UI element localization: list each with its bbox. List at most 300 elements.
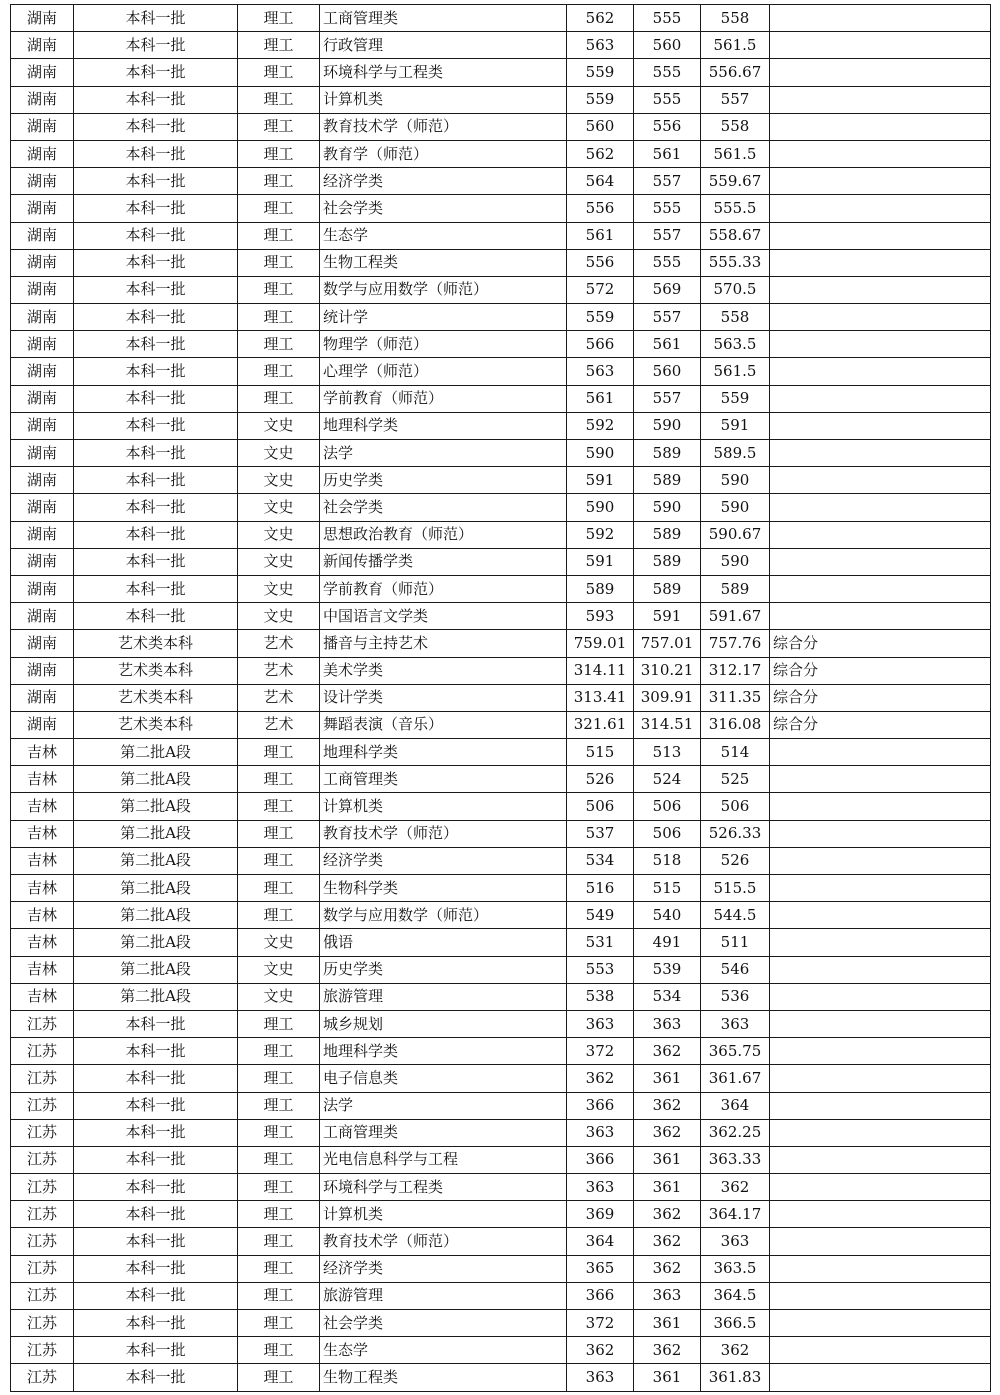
min-score-cell: 491 bbox=[634, 929, 701, 956]
table-row bbox=[11, 793, 991, 820]
province-cell: 湖南 bbox=[11, 222, 74, 249]
category-cell: 艺术 bbox=[238, 630, 320, 657]
table-row bbox=[11, 657, 991, 684]
batch-cell: 本科一批 bbox=[74, 521, 238, 548]
table-row bbox=[11, 331, 991, 358]
note-cell bbox=[770, 983, 991, 1010]
batch-cell: 本科一批 bbox=[74, 1255, 238, 1282]
major-cell: 播音与主持艺术 bbox=[320, 630, 567, 657]
avg-score-cell: 591.67 bbox=[701, 603, 770, 630]
table-row bbox=[11, 575, 991, 602]
min-score-cell: 555 bbox=[634, 195, 701, 222]
table-row bbox=[11, 1337, 991, 1364]
min-score-cell: 362 bbox=[634, 1119, 701, 1146]
max-score-cell: 562 bbox=[567, 140, 634, 167]
province-cell: 湖南 bbox=[11, 440, 74, 467]
note-cell: 综合分 bbox=[770, 657, 991, 684]
avg-score-cell: 362.25 bbox=[701, 1119, 770, 1146]
min-score-cell: 361 bbox=[634, 1310, 701, 1337]
major-cell: 历史学类 bbox=[320, 467, 567, 494]
table-row bbox=[11, 412, 991, 439]
table-row bbox=[11, 684, 991, 711]
category-cell: 理工 bbox=[238, 847, 320, 874]
table-row bbox=[11, 86, 991, 113]
province-cell: 湖南 bbox=[11, 521, 74, 548]
major-cell: 环境科学与工程类 bbox=[320, 59, 567, 86]
min-score-cell: 362 bbox=[634, 1092, 701, 1119]
table-row bbox=[11, 1310, 991, 1337]
min-score-cell: 557 bbox=[634, 222, 701, 249]
max-score-cell: 564 bbox=[567, 168, 634, 195]
note-cell bbox=[770, 1282, 991, 1309]
table-row bbox=[11, 548, 991, 575]
major-cell: 经济学类 bbox=[320, 168, 567, 195]
note-cell bbox=[770, 1092, 991, 1119]
batch-cell: 本科一批 bbox=[74, 249, 238, 276]
major-cell: 物理学（师范） bbox=[320, 331, 567, 358]
major-cell: 环境科学与工程类 bbox=[320, 1174, 567, 1201]
table-row bbox=[11, 711, 991, 738]
avg-score-cell: 561.5 bbox=[701, 32, 770, 59]
category-cell: 理工 bbox=[238, 385, 320, 412]
province-cell: 江苏 bbox=[11, 1282, 74, 1309]
major-cell: 生态学 bbox=[320, 1337, 567, 1364]
table-row bbox=[11, 113, 991, 140]
batch-cell: 本科一批 bbox=[74, 1364, 238, 1391]
max-score-cell: 314.11 bbox=[567, 657, 634, 684]
max-score-cell: 365 bbox=[567, 1255, 634, 1282]
table-row bbox=[11, 1201, 991, 1228]
note-cell bbox=[770, 412, 991, 439]
batch-cell: 本科一批 bbox=[74, 113, 238, 140]
max-score-cell: 538 bbox=[567, 983, 634, 1010]
avg-score-cell: 363.33 bbox=[701, 1146, 770, 1173]
category-cell: 理工 bbox=[238, 168, 320, 195]
min-score-cell: 361 bbox=[634, 1065, 701, 1092]
min-score-cell: 591 bbox=[634, 603, 701, 630]
avg-score-cell: 515.5 bbox=[701, 875, 770, 902]
major-cell: 工商管理类 bbox=[320, 1119, 567, 1146]
table-row bbox=[11, 358, 991, 385]
batch-cell: 本科一批 bbox=[74, 1174, 238, 1201]
table-row bbox=[11, 739, 991, 766]
max-score-cell: 559 bbox=[567, 304, 634, 331]
category-cell: 理工 bbox=[238, 1310, 320, 1337]
major-cell: 光电信息科学与工程 bbox=[320, 1146, 567, 1173]
min-score-cell: 362 bbox=[634, 1201, 701, 1228]
major-cell: 历史学类 bbox=[320, 956, 567, 983]
note-cell bbox=[770, 249, 991, 276]
table-row bbox=[11, 902, 991, 929]
table-row bbox=[11, 5, 991, 32]
province-cell: 江苏 bbox=[11, 1228, 74, 1255]
note-cell bbox=[770, 902, 991, 929]
table-row bbox=[11, 140, 991, 167]
avg-score-cell: 561.5 bbox=[701, 358, 770, 385]
major-cell: 计算机类 bbox=[320, 1201, 567, 1228]
table-row bbox=[11, 494, 991, 521]
major-cell: 计算机类 bbox=[320, 86, 567, 113]
avg-score-cell: 362 bbox=[701, 1174, 770, 1201]
province-cell: 江苏 bbox=[11, 1255, 74, 1282]
note-cell bbox=[770, 929, 991, 956]
note-cell bbox=[770, 603, 991, 630]
province-cell: 湖南 bbox=[11, 358, 74, 385]
note-cell bbox=[770, 739, 991, 766]
table-row bbox=[11, 1282, 991, 1309]
category-cell: 理工 bbox=[238, 32, 320, 59]
category-cell: 文史 bbox=[238, 521, 320, 548]
major-cell: 经济学类 bbox=[320, 847, 567, 874]
batch-cell: 本科一批 bbox=[74, 603, 238, 630]
note-cell bbox=[770, 1255, 991, 1282]
category-cell: 理工 bbox=[238, 1010, 320, 1037]
batch-cell: 本科一批 bbox=[74, 1201, 238, 1228]
province-cell: 吉林 bbox=[11, 929, 74, 956]
major-cell: 教育技术学（师范） bbox=[320, 820, 567, 847]
avg-score-cell: 311.35 bbox=[701, 684, 770, 711]
min-score-cell: 589 bbox=[634, 521, 701, 548]
max-score-cell: 590 bbox=[567, 494, 634, 521]
province-cell: 湖南 bbox=[11, 331, 74, 358]
category-cell: 理工 bbox=[238, 59, 320, 86]
province-cell: 湖南 bbox=[11, 494, 74, 521]
min-score-cell: 362 bbox=[634, 1255, 701, 1282]
batch-cell: 第二批A段 bbox=[74, 793, 238, 820]
province-cell: 江苏 bbox=[11, 1092, 74, 1119]
avg-score-cell: 362 bbox=[701, 1337, 770, 1364]
table-row bbox=[11, 59, 991, 86]
max-score-cell: 589 bbox=[567, 575, 634, 602]
note-cell bbox=[770, 385, 991, 412]
province-cell: 江苏 bbox=[11, 1119, 74, 1146]
max-score-cell: 313.41 bbox=[567, 684, 634, 711]
batch-cell: 本科一批 bbox=[74, 1065, 238, 1092]
category-cell: 文史 bbox=[238, 929, 320, 956]
min-score-cell: 555 bbox=[634, 249, 701, 276]
major-cell: 俄语 bbox=[320, 929, 567, 956]
province-cell: 湖南 bbox=[11, 467, 74, 494]
province-cell: 湖南 bbox=[11, 140, 74, 167]
min-score-cell: 518 bbox=[634, 847, 701, 874]
avg-score-cell: 570.5 bbox=[701, 276, 770, 303]
batch-cell: 本科一批 bbox=[74, 1282, 238, 1309]
max-score-cell: 572 bbox=[567, 276, 634, 303]
batch-cell: 本科一批 bbox=[74, 5, 238, 32]
category-cell: 理工 bbox=[238, 820, 320, 847]
category-cell: 理工 bbox=[238, 1065, 320, 1092]
note-cell bbox=[770, 1364, 991, 1391]
avg-score-cell: 525 bbox=[701, 766, 770, 793]
province-cell: 湖南 bbox=[11, 630, 74, 657]
table-row bbox=[11, 1146, 991, 1173]
min-score-cell: 557 bbox=[634, 304, 701, 331]
table-row bbox=[11, 249, 991, 276]
province-cell: 湖南 bbox=[11, 548, 74, 575]
max-score-cell: 366 bbox=[567, 1282, 634, 1309]
category-cell: 理工 bbox=[238, 1201, 320, 1228]
avg-score-cell: 563.5 bbox=[701, 331, 770, 358]
note-cell bbox=[770, 358, 991, 385]
batch-cell: 艺术类本科 bbox=[74, 657, 238, 684]
min-score-cell: 590 bbox=[634, 412, 701, 439]
major-cell: 生态学 bbox=[320, 222, 567, 249]
province-cell: 江苏 bbox=[11, 1337, 74, 1364]
note-cell bbox=[770, 575, 991, 602]
avg-score-cell: 511 bbox=[701, 929, 770, 956]
table-row bbox=[11, 195, 991, 222]
category-cell: 理工 bbox=[238, 1255, 320, 1282]
province-cell: 江苏 bbox=[11, 1010, 74, 1037]
table-row bbox=[11, 440, 991, 467]
min-score-cell: 757.01 bbox=[634, 630, 701, 657]
province-cell: 江苏 bbox=[11, 1364, 74, 1391]
min-score-cell: 590 bbox=[634, 494, 701, 521]
batch-cell: 本科一批 bbox=[74, 440, 238, 467]
batch-cell: 本科一批 bbox=[74, 412, 238, 439]
batch-cell: 本科一批 bbox=[74, 1228, 238, 1255]
min-score-cell: 363 bbox=[634, 1282, 701, 1309]
category-cell: 理工 bbox=[238, 222, 320, 249]
batch-cell: 本科一批 bbox=[74, 195, 238, 222]
min-score-cell: 314.51 bbox=[634, 711, 701, 738]
avg-score-cell: 591 bbox=[701, 412, 770, 439]
major-cell: 舞蹈表演（音乐） bbox=[320, 711, 567, 738]
batch-cell: 本科一批 bbox=[74, 140, 238, 167]
category-cell: 文史 bbox=[238, 956, 320, 983]
note-cell bbox=[770, 331, 991, 358]
max-score-cell: 515 bbox=[567, 739, 634, 766]
batch-cell: 本科一批 bbox=[74, 1337, 238, 1364]
major-cell: 社会学类 bbox=[320, 494, 567, 521]
avg-score-cell: 590.67 bbox=[701, 521, 770, 548]
major-cell: 教育技术学（师范） bbox=[320, 1228, 567, 1255]
category-cell: 理工 bbox=[238, 276, 320, 303]
table-row bbox=[11, 1364, 991, 1391]
major-cell: 新闻传播学类 bbox=[320, 548, 567, 575]
table-row bbox=[11, 32, 991, 59]
batch-cell: 本科一批 bbox=[74, 385, 238, 412]
category-cell: 理工 bbox=[238, 1038, 320, 1065]
avg-score-cell: 363 bbox=[701, 1010, 770, 1037]
batch-cell: 本科一批 bbox=[74, 575, 238, 602]
table-row bbox=[11, 847, 991, 874]
province-cell: 湖南 bbox=[11, 59, 74, 86]
note-cell bbox=[770, 793, 991, 820]
table-row bbox=[11, 276, 991, 303]
note-cell bbox=[770, 766, 991, 793]
note-cell: 综合分 bbox=[770, 684, 991, 711]
category-cell: 理工 bbox=[238, 195, 320, 222]
table-row bbox=[11, 1119, 991, 1146]
min-score-cell: 363 bbox=[634, 1010, 701, 1037]
major-cell: 法学 bbox=[320, 1092, 567, 1119]
avg-score-cell: 558 bbox=[701, 5, 770, 32]
category-cell: 理工 bbox=[238, 1146, 320, 1173]
min-score-cell: 513 bbox=[634, 739, 701, 766]
note-cell bbox=[770, 304, 991, 331]
category-cell: 文史 bbox=[238, 575, 320, 602]
major-cell: 数学与应用数学（师范） bbox=[320, 276, 567, 303]
category-cell: 理工 bbox=[238, 739, 320, 766]
note-cell bbox=[770, 494, 991, 521]
max-score-cell: 593 bbox=[567, 603, 634, 630]
max-score-cell: 363 bbox=[567, 1119, 634, 1146]
avg-score-cell: 590 bbox=[701, 494, 770, 521]
category-cell: 文史 bbox=[238, 603, 320, 630]
province-cell: 湖南 bbox=[11, 385, 74, 412]
batch-cell: 第二批A段 bbox=[74, 929, 238, 956]
major-cell: 电子信息类 bbox=[320, 1065, 567, 1092]
note-cell bbox=[770, 59, 991, 86]
province-cell: 吉林 bbox=[11, 983, 74, 1010]
province-cell: 吉林 bbox=[11, 793, 74, 820]
major-cell: 设计学类 bbox=[320, 684, 567, 711]
major-cell: 城乡规划 bbox=[320, 1010, 567, 1037]
min-score-cell: 362 bbox=[634, 1228, 701, 1255]
max-score-cell: 559 bbox=[567, 59, 634, 86]
avg-score-cell: 590 bbox=[701, 467, 770, 494]
note-cell bbox=[770, 140, 991, 167]
major-cell: 工商管理类 bbox=[320, 5, 567, 32]
major-cell: 旅游管理 bbox=[320, 983, 567, 1010]
batch-cell: 第二批A段 bbox=[74, 983, 238, 1010]
batch-cell: 本科一批 bbox=[74, 32, 238, 59]
avg-score-cell: 555.33 bbox=[701, 249, 770, 276]
avg-score-cell: 557 bbox=[701, 86, 770, 113]
avg-score-cell: 316.08 bbox=[701, 711, 770, 738]
batch-cell: 本科一批 bbox=[74, 222, 238, 249]
category-cell: 理工 bbox=[238, 766, 320, 793]
max-score-cell: 759.01 bbox=[567, 630, 634, 657]
province-cell: 江苏 bbox=[11, 1065, 74, 1092]
table-row bbox=[11, 304, 991, 331]
min-score-cell: 561 bbox=[634, 331, 701, 358]
note-cell bbox=[770, 875, 991, 902]
province-cell: 湖南 bbox=[11, 86, 74, 113]
batch-cell: 本科一批 bbox=[74, 1119, 238, 1146]
major-cell: 中国语言文学类 bbox=[320, 603, 567, 630]
batch-cell: 本科一批 bbox=[74, 1146, 238, 1173]
major-cell: 学前教育（师范） bbox=[320, 575, 567, 602]
max-score-cell: 562 bbox=[567, 5, 634, 32]
category-cell: 文史 bbox=[238, 412, 320, 439]
note-cell bbox=[770, 1065, 991, 1092]
max-score-cell: 369 bbox=[567, 1201, 634, 1228]
min-score-cell: 589 bbox=[634, 548, 701, 575]
min-score-cell: 361 bbox=[634, 1146, 701, 1173]
max-score-cell: 363 bbox=[567, 1364, 634, 1391]
category-cell: 文史 bbox=[238, 548, 320, 575]
note-cell bbox=[770, 467, 991, 494]
note-cell bbox=[770, 113, 991, 140]
max-score-cell: 566 bbox=[567, 331, 634, 358]
max-score-cell: 563 bbox=[567, 32, 634, 59]
note-cell bbox=[770, 847, 991, 874]
avg-score-cell: 365.75 bbox=[701, 1038, 770, 1065]
note-cell bbox=[770, 820, 991, 847]
batch-cell: 艺术类本科 bbox=[74, 630, 238, 657]
max-score-cell: 516 bbox=[567, 875, 634, 902]
major-cell: 数学与应用数学（师范） bbox=[320, 902, 567, 929]
max-score-cell: 563 bbox=[567, 358, 634, 385]
batch-cell: 艺术类本科 bbox=[74, 711, 238, 738]
max-score-cell: 561 bbox=[567, 385, 634, 412]
batch-cell: 本科一批 bbox=[74, 331, 238, 358]
max-score-cell: 591 bbox=[567, 467, 634, 494]
min-score-cell: 309.91 bbox=[634, 684, 701, 711]
note-cell bbox=[770, 1310, 991, 1337]
note-cell bbox=[770, 1337, 991, 1364]
note-cell bbox=[770, 195, 991, 222]
note-cell bbox=[770, 1201, 991, 1228]
category-cell: 理工 bbox=[238, 1337, 320, 1364]
min-score-cell: 506 bbox=[634, 820, 701, 847]
category-cell: 理工 bbox=[238, 1174, 320, 1201]
note-cell bbox=[770, 1119, 991, 1146]
avg-score-cell: 361.67 bbox=[701, 1065, 770, 1092]
min-score-cell: 524 bbox=[634, 766, 701, 793]
batch-cell: 第二批A段 bbox=[74, 820, 238, 847]
category-cell: 艺术 bbox=[238, 657, 320, 684]
avg-score-cell: 558.67 bbox=[701, 222, 770, 249]
max-score-cell: 559 bbox=[567, 86, 634, 113]
note-cell: 综合分 bbox=[770, 630, 991, 657]
category-cell: 文史 bbox=[238, 983, 320, 1010]
max-score-cell: 372 bbox=[567, 1038, 634, 1065]
table-row bbox=[11, 521, 991, 548]
table-row bbox=[11, 1092, 991, 1119]
table-row bbox=[11, 929, 991, 956]
note-cell bbox=[770, 440, 991, 467]
max-score-cell: 549 bbox=[567, 902, 634, 929]
major-cell: 工商管理类 bbox=[320, 766, 567, 793]
category-cell: 文史 bbox=[238, 494, 320, 521]
category-cell: 理工 bbox=[238, 1092, 320, 1119]
max-score-cell: 560 bbox=[567, 113, 634, 140]
batch-cell: 本科一批 bbox=[74, 1092, 238, 1119]
category-cell: 理工 bbox=[238, 358, 320, 385]
max-score-cell: 366 bbox=[567, 1092, 634, 1119]
major-cell: 计算机类 bbox=[320, 793, 567, 820]
min-score-cell: 515 bbox=[634, 875, 701, 902]
batch-cell: 艺术类本科 bbox=[74, 684, 238, 711]
table-row bbox=[11, 168, 991, 195]
note-cell bbox=[770, 5, 991, 32]
min-score-cell: 560 bbox=[634, 358, 701, 385]
province-cell: 湖南 bbox=[11, 276, 74, 303]
major-cell: 社会学类 bbox=[320, 1310, 567, 1337]
major-cell: 法学 bbox=[320, 440, 567, 467]
province-cell: 湖南 bbox=[11, 412, 74, 439]
table-body bbox=[11, 5, 991, 1392]
batch-cell: 本科一批 bbox=[74, 548, 238, 575]
major-cell: 思想政治教育（师范） bbox=[320, 521, 567, 548]
max-score-cell: 363 bbox=[567, 1174, 634, 1201]
major-cell: 教育学（师范） bbox=[320, 140, 567, 167]
batch-cell: 本科一批 bbox=[74, 59, 238, 86]
category-cell: 理工 bbox=[238, 113, 320, 140]
min-score-cell: 310.21 bbox=[634, 657, 701, 684]
min-score-cell: 589 bbox=[634, 467, 701, 494]
table-row bbox=[11, 1065, 991, 1092]
table-row bbox=[11, 1010, 991, 1037]
avg-score-cell: 363.5 bbox=[701, 1255, 770, 1282]
note-cell bbox=[770, 222, 991, 249]
province-cell: 湖南 bbox=[11, 168, 74, 195]
min-score-cell: 557 bbox=[634, 168, 701, 195]
min-score-cell: 539 bbox=[634, 956, 701, 983]
